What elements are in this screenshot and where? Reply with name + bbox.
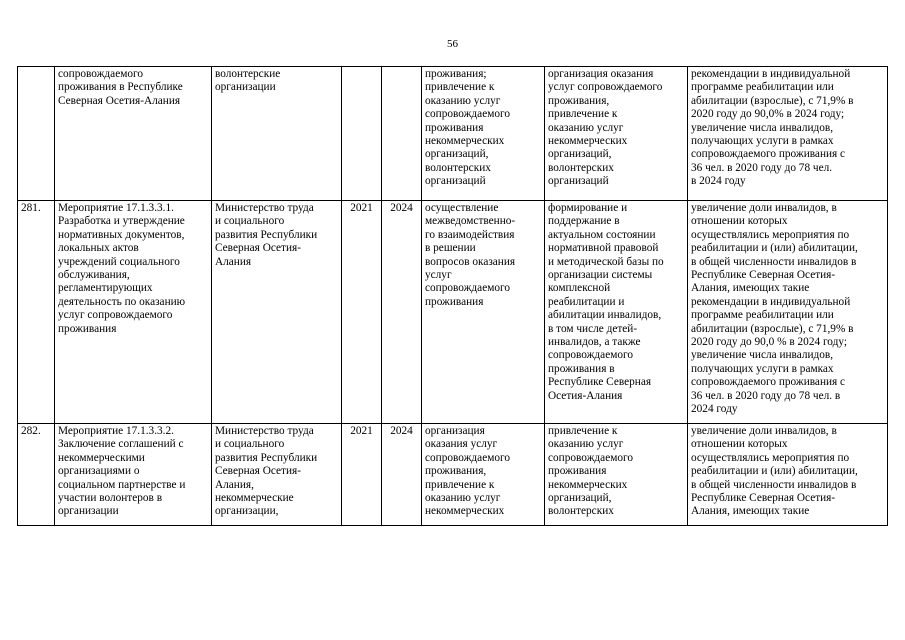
measure-name: Мероприятие 17.1.3.3.2. Заключение соглашений с некоммерческими организациями о социальном партнерстве и участии волонтеров в организации — [55, 424, 212, 526]
indicator: увеличение доли инвалидов, в отношении которых осуществлялись мероприятия по реабилитации и (или) абилитации, в общей численности инвалидов в Республике Северная Осетия- Алания, имеющих такие рекомендации в индивидуальной программе реабилитации или абилитации (взрослые), с 71,9% в 2020 году до 90,0 % в 2024 году; увеличение числа инвалидов, получающих услуги в рамках сопровождаемого проживания с 36 чел. в 2020 году до 78 чел. в 2024 году — [688, 201, 888, 424]
executor: Министерство труда и социального развития Республики Северная Осетия- Алания, некоммерческие организации, — [212, 424, 342, 526]
expected-result: осуществление межведомственно- го взаимодействия в решении вопросов оказания услуг сопровождаемого проживания — [422, 201, 545, 424]
table-row — [18, 424, 888, 526]
start-year — [342, 67, 382, 201]
table-row — [18, 67, 888, 201]
measures-table — [17, 66, 888, 526]
end-year — [382, 67, 422, 201]
row-number — [18, 67, 55, 201]
end-year: 2024 — [382, 424, 422, 526]
expected-result: проживания; привлечение к оказанию услуг сопровождаемого проживания некоммерческих организаций, волонтерских организаций — [422, 67, 545, 201]
row-number: 282. — [18, 424, 55, 526]
goal: организация оказания услуг сопровождаемого проживания, привлечение к оказанию услуг некоммерческих организаций, волонтерских организаций — [545, 67, 688, 201]
indicator: рекомендации в индивидуальной программе реабилитации или абилитации (взрослые), с 71,9% в 2020 году до 90,0% в 2024 году; увеличение числа инвалидов, получающих услуги в рамках сопровождаемого проживания с 36 чел. в 2020 году до 78 чел. в 2024 году — [688, 67, 888, 201]
executor: Министерство труда и социального развития Республики Северная Осетия- Алания — [212, 201, 342, 424]
end-year: 2024 — [382, 201, 422, 424]
indicator: увеличение доли инвалидов, в отношении которых осуществлялись мероприятия по реабилитации и (или) абилитации, в общей численности инвалидов в Республике Северная Осетия- Алания, имеющих такие — [688, 424, 888, 526]
executor: волонтерские организации — [212, 67, 342, 201]
start-year: 2021 — [342, 424, 382, 526]
goal: привлечение к оказанию услуг сопровождаемого проживания некоммерческих организаций, волонтерских — [545, 424, 688, 526]
measure-name: Мероприятие 17.1.3.3.1. Разработка и утверждение нормативных документов, локальных актов учреждений социального обслуживания, регламентирующих деятельность по оказанию услуг сопровождаемого проживания — [55, 201, 212, 424]
table-row — [18, 201, 888, 424]
expected-result: организация оказания услуг сопровождаемого проживания, привлечение к оказанию услуг некоммерческих — [422, 424, 545, 526]
page-number: 56 — [447, 38, 458, 50]
goal: формирование и поддержание в актуальном состоянии нормативной правовой и методической базы по организации системы комплексной реабилитации и абилитации инвалидов, в том числе детей- инвалидов, а также сопровождаемого проживания в Республике Северная Осетия-Алания — [545, 201, 688, 424]
row-number: 281. — [18, 201, 55, 424]
measure-name: сопровождаемого проживания в Республике Северная Осетия-Алания — [55, 67, 212, 201]
start-year: 2021 — [342, 201, 382, 424]
